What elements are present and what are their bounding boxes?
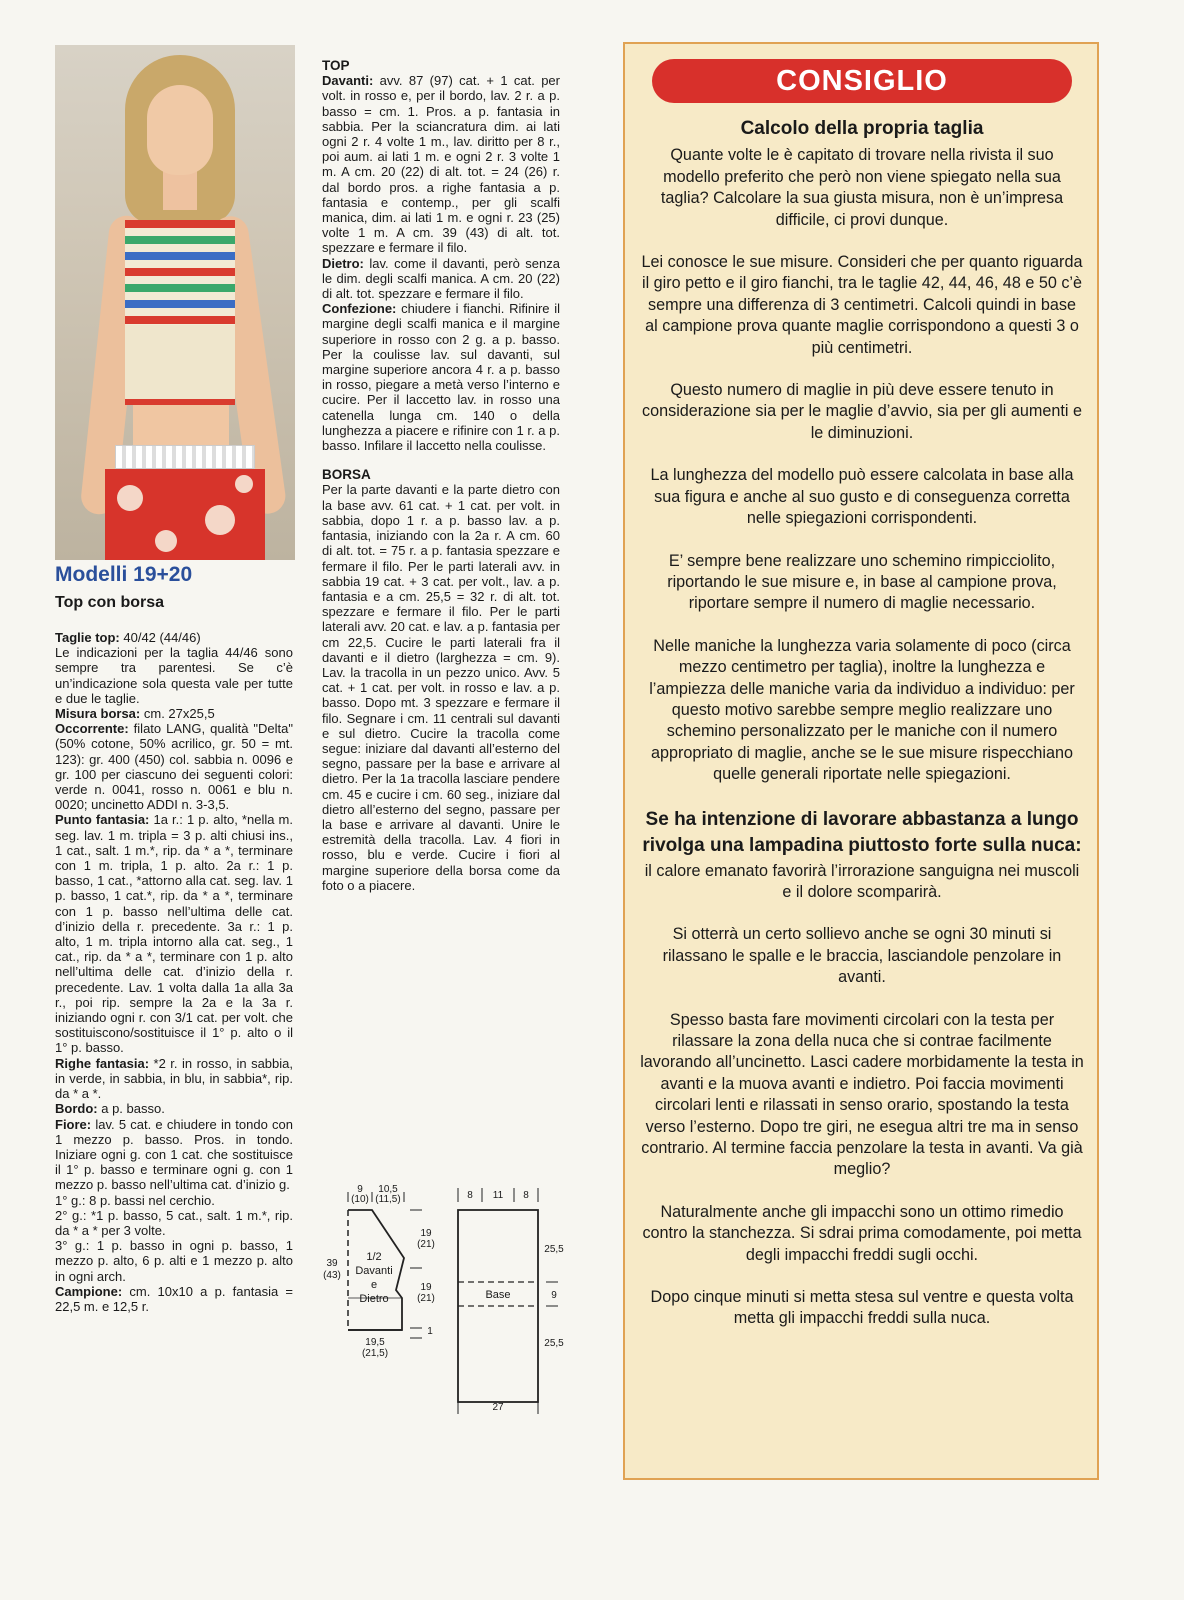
piece-label-1: 1/2 [366,1251,382,1263]
left-label: Righe fantasia: [55,1055,150,1071]
left-label: Taglie top: [55,630,120,645]
dim-right-2: 19 [420,1282,432,1293]
bag-dim-top-2: 11 [492,1190,504,1201]
mid-paragraph [322,73,560,255]
dim-bottom: 19,5 [365,1337,385,1348]
model-heading: Modelli 19+20 [55,563,193,586]
dim-small: 1 [427,1326,433,1337]
left-text: lav. 5 cat. e chiudere in tondo con 1 mezzo p. basso. Pros. in tondo. Iniziare ogni g. con 1 cat. che sostituisce il 1° p. basso e terminare ogni g. con 1 mezzo p. basso nell’ultima cat. d’inizio g. [55,1116,293,1193]
piece-label-3: e [370,1279,378,1291]
front-back-schematic [323,1184,435,1359]
left-text: 1a r.: 1 p. alto, *nella m. seg. lav. 1 m. tripla = 3 p. alti chiusi ins., 1 cat., salt. 1 m.*, rip. da * a *, terminare con 1 m. tripla, 1 p. alto. 2a r.: 1 p. basso, 1 cat., *attorno alla cat. seg. lav. 1 p. basso, 1 cat.*, rip. da * a *, terminare con 1 p. basso nell’ultima delle cat. d’inizio della r. precedente. 3a r.: 1 p. alto, 1 m. tripla intorno alla cat. seg., 1 cat., rip. da * a *, terminare con 1 p. alto nell’ultima delle cat. d’inizio della r. precedente. Lav. 1 volta dalla 1a alla 3a r., poi rip. sempre la 2a e la 3a r. iniziando ogni r. con 3/1 cat. per volt. che sostituiscono/sostituisce il 1° p. alto o il 1° p. basso. [55,812,293,1056]
left-label: Fiore: [55,1116,92,1132]
left-text: 1° g.: 8 p. bassi nel cerchio. [55,1192,215,1208]
left-paragraph [55,1238,293,1284]
mid-label: Davanti: [322,73,374,89]
tip-paragraphs-2 [640,861,1084,1330]
left-paragraph [55,706,293,721]
tip-paragraph: E’ sempre bene realizzare uno schemino rimpicciolito, riportando le sue misure e, in base al campione prova, riportare sempre il numero di maglie necessario. [667,551,1057,613]
borsa-text: Per la parte davanti e la parte dietro con la base avv. 61 cat. + 1 cat. per volt. in sabbia, dopo 1 r. a p. basso lav. a p. fantasia, iniziando con la 2a r. A cm. 60 di alt. tot. = 75 r. a p. fantasia spezzare e fermare il filo. Per le parti laterali avv. in sabbia 19 cat. + 3 cat. per volt., lav. a p. fantasia e a cm. 25,5 = 32 r. di alt. tot. spezzare e fermare il filo. Per le parti laterali avv. 20 cat. e lav. a p. fantasia per cm 22,5. Cucire le parti laterali fra il davanti e il dietro (larghezza = cm. 9). Lav. la tracolla in un pezzo unico. Avv. 5 cat. + 1 cat. per volt. in rosso e lav. a p. basso. Dopo mt. 3 spezzare e fermare il filo. Segnare i cm. 11 centrali sul davanti e sul dietro. Cucire la tracolla come segue: iniziare dal davanti all’esterno del segno, passare per la base e arrivare al dietro. Per la 1a tracolla lasciare pendere cm. 45 e cucire i cm. 60 seg., iniziare dal dietro all’esterno del segno, passare per la base e arrivare al davanti. Unire le estremità della tracolla. Lav. 4 fiori in rosso, blu e verde. Cucire i fiori al margine superiore della borsa come da foto o a piacere. [322,482,560,893]
left-text: filato LANG, qualità "Delta" (50% cotone, 50% acrilico, gr. 50 = mt. 123): gr. 400 (450) col. sabbia n. 0096 e gr. 100 per ciascuno dei seguenti colori: verde n. 0041, rosso n. 0061 e blu n. 0020; uncinetto ADDI n. 3-3,5. [55,721,293,813]
left-label: Campione: [55,1283,123,1299]
dim-right-1b: (21) [417,1239,435,1250]
tip-paragraph: il calore emanato favorirà l’irrorazione sanguigna nei muscoli e il dolore scomparirà. [644,861,1080,901]
model-photo [55,45,295,560]
dim-top-a: 9 [357,1184,363,1195]
subtitle: Top con borsa [55,594,165,611]
tip-paragraph: Spesso basta fare movimenti circolari con la testa per rilassare la zona della nuca che si contrae facilmente lavorando all’uncinetto. Lasci cadere morbidamente la testa in avanti e la muova avanti e indietro. Poi faccia movimenti circolari lenti e rilassati in senso orario, spostando la testa verso l’esterno. Dopo tre giri, ne esegua altri tre ma in senso contrario. Al termine faccia penzolare la testa in avanti. Va già meglio? [640,1010,1084,1179]
middle-instructions [322,58,560,893]
dim-top-b2: (11,5) [375,1194,401,1205]
dim-bottom-2: (21,5) [361,1348,389,1359]
tip-paragraph: Quante volte le è capitato di trovare nella rivista il suo modello preferito che però non viene spiegato nella sua taglia? Calcolare la sua giusta misura, non è un’impresa difficile, ci provi dunque. [660,146,1064,229]
left-text: *2 r. in rosso, in sabbia, in verde, in sabbia, in blu, in sabbia*, rip. da * a *. [55,1055,293,1102]
left-text: 40/42 (44/46) [119,630,201,645]
mid-label: Confezione: [322,301,397,317]
left-text: a p. basso. [97,1101,165,1117]
piece-label-2: Davanti [355,1265,393,1277]
pattern-diagram [318,1180,578,1420]
mid-text: avv. 87 (97) cat. + 1 cat. per volt. in rosso e, per il bordo, lav. 2 r. a p. basso = cm. 1. Pros. a p. fantasia in sabbia. Per la sciancratura dim. ai lati ogni 2 r. 4 volte 1 m., lav. diritto per 8 r., poi aum. ai lati 1 m. e ogni 2 r. 3 volte 1 m. A cm. 20 (22) di alt. tot. = 24 (26) r. dal bordo pros. a righe fantasia a p. fantasia e contemp., per gli scalfi manica, dim. ai lati 1 m. e ogni r. 23 (25) volte 1 m. A cm. 39 (43) di alt. tot. spezzare e fermare il filo. [322,73,560,256]
mid-paragraph [322,256,560,302]
left-text: 2° g.: *1 p. basso, 5 cat., salt. 1 m.*, rip. da * a * per 3 volte. [55,1207,293,1238]
left-paragraph [55,1208,293,1238]
tip-bold-block: Se ha intenzione di lavorare abbastanza a lungo rivolga una lampadina piuttosto forte sulla nuca: [642,808,1082,856]
piece-label-4: Dietro [359,1293,389,1305]
left-text: 3° g.: 1 p. basso in ogni p. basso, 1 mezzo p. alto, 6 p. alti e 1 mezzo p. alto in ogni arch. [55,1238,293,1284]
left-paragraph [55,1056,293,1102]
left-paragraph [55,645,293,706]
dim-right-1: 19 [420,1228,432,1239]
bag-dim-bottom: 27 [492,1402,504,1413]
top-section-title: TOP [322,58,350,73]
left-label: Misura borsa: [55,706,141,722]
mid-label: Dietro: [322,255,364,271]
tip-paragraph: Lei conosce le sue misure. Consideri che per quanto riguarda il giro petto e il giro fianchi, tra le taglie 42, 44, 46, 48 e 50 c’è sempre una differenza di 3 centimetri. Calcoli quindi in base al campione prova quante maglie corrispondono a questi 3 o più centimetri. [641,253,1083,357]
left-paragraph [55,1101,293,1116]
left-text: cm. 27x25,5 [140,706,215,722]
left-instructions [55,630,293,1314]
left-paragraph [55,630,293,645]
left-label: Occorrente: [55,721,129,737]
tip-paragraph: La lunghezza del modello può essere calcolata in base alla sua figura e anche al suo gusto e di conseguenza corretta nelle spiegazioni corrispondenti. [650,466,1074,528]
dim-left-2: (43) [323,1270,341,1281]
left-paragraph [55,1117,293,1193]
tip-title: Calcolo della propria taglia [740,118,984,139]
bag-dim-right-3: 25,5 [544,1338,564,1349]
mid-paragraph [322,301,560,453]
left-label: Bordo: [55,1101,98,1117]
left-paragraph [55,812,293,1055]
dim-left: 39 [326,1258,338,1269]
bag-dim-top-3: 8 [523,1190,529,1201]
bag-schematic [458,1188,564,1414]
left-paragraph [55,1284,293,1314]
left-label: Punto fantasia: [55,812,150,828]
left-text: Le indicazioni per la taglia 44/46 sono sempre tra parentesi. Se c’è un’indicazione sola questa vale per tutte e due le taglie. [55,645,293,706]
bag-base-label: Base [485,1289,511,1301]
tip-paragraph: Nelle maniche la lunghezza varia solamente di poco (circa mezzo centimetro per taglia), inoltre la lunghezza e l’ampiezza delle maniche varia da individuo a individuo: per questo motivo sarebbe sempre meglio realizzare uno schemino personalizzato per le maniche con il numero appropriato di maglie, anche se le sue misure rispecchiano quelle generali riportate nelle spiegazioni. [649,636,1075,784]
dim-top-b: 10,5 [378,1184,398,1195]
left-paragraph [55,721,293,812]
left-paragraph [55,1193,293,1208]
tip-text [640,118,1084,1351]
tip-paragraph: Naturalmente anche gli impacchi sono un ottimo rimedio contro la stanchezza. Si sdrai prima comodamente, poi metta degli impacchi freddi sugli occhi. [642,1202,1082,1264]
mid-text: chiudere i fianchi. Rifinire il margine degli scalfi manica e il margine superiore in rosso con 2 g. a p. basso. Per la coulisse lav. sul davanti, sul margine superiore ancora 4 r. a p. basso in rosso, piegare a metà verso l’interno e cucire. Per il laccetto lav. in rosso una catenella lunga cm. 140 o della lunghezza a piacere e rifinire con 1 r. a p. basso. Infilare il laccetto nella coulisse. [322,301,560,454]
dim-right-2b: (21) [417,1293,435,1304]
bag-dim-right-2: 9 [551,1290,557,1301]
borsa-section-title: BORSA [322,467,371,483]
tip-paragraphs-1 [640,145,1084,785]
tip-paragraph: Si otterrà un certo sollievo anche se ogni 30 minuti si rilassano le spalle e le braccia, lasciandole penzolare in avanti. [662,925,1062,987]
tip-paragraph: Dopo cinque minuti si metta stesa sul ventre e questa volta metta gli impacchi freddi sulla nuca. [650,1288,1074,1328]
dim-top-a2: (10) [351,1194,369,1205]
tip-paragraph: Questo numero di maglie in più deve essere tenuto in considerazione sia per le maglie d’avvio, sia per gli aumenti e le diminuzioni. [642,381,1082,442]
bag-dim-top-1: 8 [467,1190,473,1201]
mid-text: lav. come il davanti, però senza le dim. degli scalfi manica. A cm. 20 (22) di alt. tot. spezzare e fermare il filo. [322,255,560,302]
left-text: cm. 10x10 a p. fantasia = 22,5 m. e 12,5 r. [55,1283,293,1314]
tip-badge: CONSIGLIO [652,59,1072,103]
bag-dim-right-1: 25,5 [544,1244,564,1255]
top-paragraphs [322,73,560,453]
